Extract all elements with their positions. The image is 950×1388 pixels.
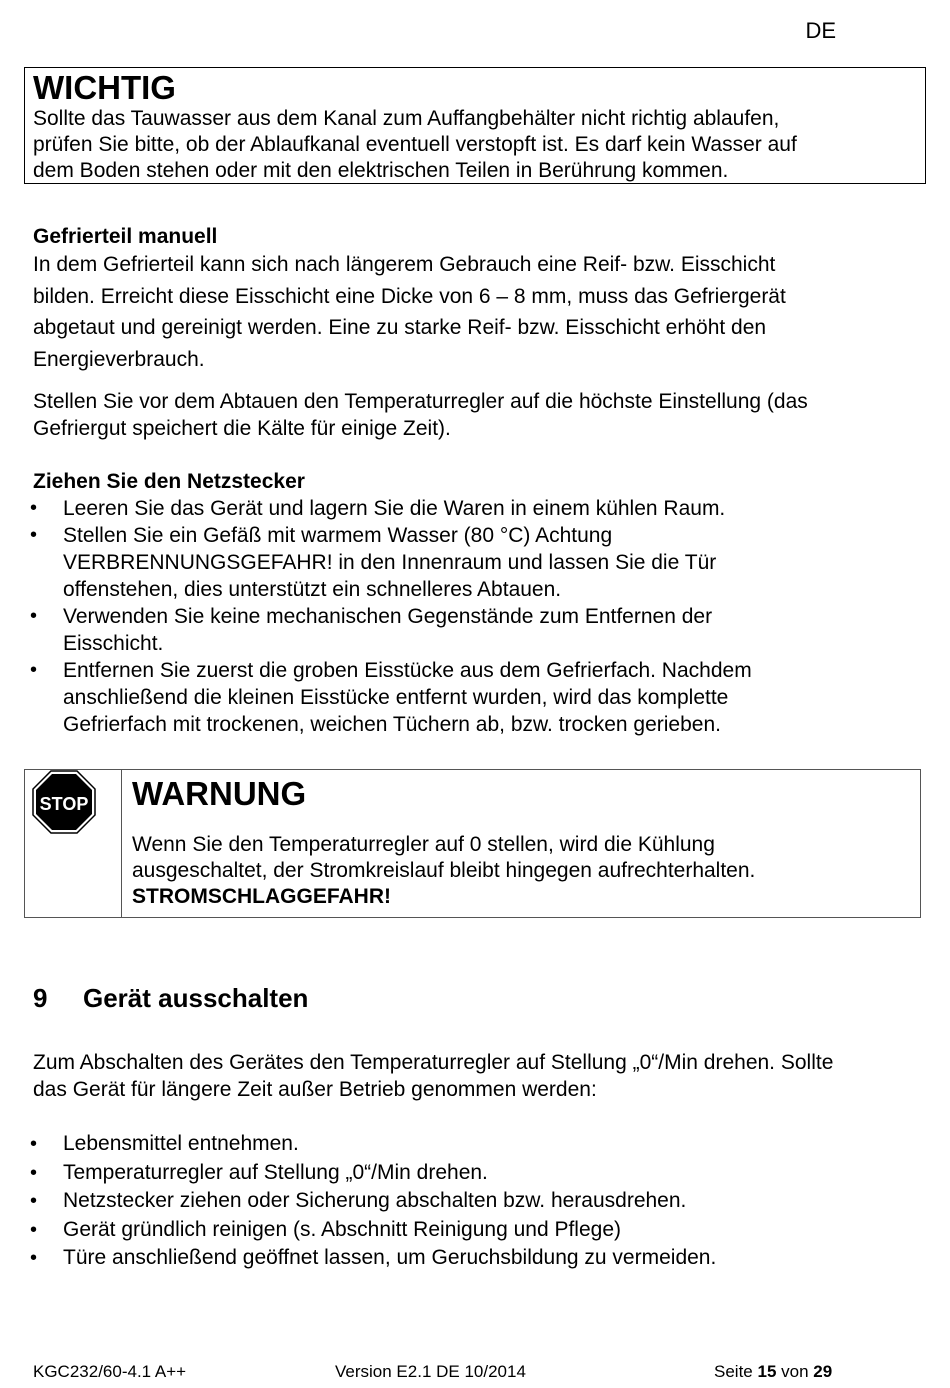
manual-line-1: In dem Gefrierteil kann sich nach längerem Gebrauch eine Reif- bzw. Eisschicht bbox=[33, 253, 776, 276]
footer-page-total: 29 bbox=[813, 1362, 833, 1381]
chapter-list bbox=[0, 1130, 923, 1273]
footer-version: Version E2.1 DE 10/2014 bbox=[335, 1362, 526, 1381]
manual-p2-line-2: Gefriergut speichert die Kälte für einige Zeit). bbox=[33, 416, 451, 440]
stop-label: STOP bbox=[39, 794, 89, 814]
warning-text-cell bbox=[122, 770, 920, 917]
chapter-list-wrap bbox=[33, 1130, 923, 1273]
manual-paragraph bbox=[33, 249, 923, 375]
unplug-heading: Ziehen Sie den Netzstecker bbox=[33, 470, 305, 493]
warning-title: WARNUNG bbox=[132, 775, 307, 812]
important-notice-box bbox=[24, 67, 926, 184]
stop-sign-icon bbox=[32, 770, 96, 834]
list-item: • Entfernen Sie zuerst die groben Eisstücke aus dem Gefrierfach. Nachdem anschließend die kleinen Eisstücke entfernt wurden, wird das komplette Gefrierfach mit trockenen, weichen Tüchern ab, bzw. trocken gerieben. bbox=[0, 657, 923, 738]
manual-p2-line-1: Stellen Sie vor dem Abtauen den Temperaturregler auf die höchste Einstellung (das bbox=[33, 390, 808, 413]
list-item: • Stellen Sie ein Gefäß mit warmem Wasser (80 °C) Achtung VERBRENNUNGSGEFAHR! in den Innenraum und lassen Sie die Tür offenstehen, dies unterstützt ein schnelleres Abtauen. bbox=[0, 522, 923, 603]
chapter-intro-line-1: Zum Abschalten des Gerätes den Temperaturregler auf Stellung „0“/Min drehen. Sollte bbox=[33, 1051, 834, 1074]
chapter-heading bbox=[33, 983, 308, 1014]
warning-line-2: ausgeschaltet, der Stromkreislauf bleibt hingegen aufrechterhalten. bbox=[132, 859, 756, 882]
warning-icon-cell bbox=[25, 770, 122, 917]
list-item: • Temperaturregler auf Stellung „0“/Min drehen. bbox=[0, 1159, 923, 1188]
language-code: DE bbox=[805, 18, 836, 43]
footer-page-prefix: Seite bbox=[714, 1362, 753, 1381]
warning-box bbox=[24, 769, 921, 918]
manual-line-3: abgetaut und gereinigt werden. Eine zu starke Reif- bzw. Eisschicht erhöht den bbox=[33, 316, 767, 339]
footer-page bbox=[714, 1362, 832, 1382]
manual-line-4: Energieverbrauch. bbox=[33, 347, 205, 371]
list-item: • Gerät gründlich reinigen (s. Abschnitt Reinigung und Pflege) bbox=[0, 1216, 923, 1245]
manual-paragraph-2 bbox=[33, 389, 923, 442]
footer-page-current: 15 bbox=[757, 1362, 777, 1381]
chapter-title: Gerät ausschalten bbox=[83, 983, 309, 1013]
manual-heading: Gefrierteil manuell bbox=[33, 225, 218, 248]
warning-emphasis: STROMSCHLAGGEFAHR! bbox=[132, 885, 391, 908]
important-title: WICHTIG bbox=[33, 69, 176, 106]
manual-defrost-section bbox=[33, 224, 923, 442]
chapter-number: 9 bbox=[33, 983, 48, 1013]
important-line-3: dem Boden stehen oder mit den elektrischen Teilen in Berührung kommen. bbox=[33, 159, 729, 182]
footer-model: KGC232/60-4.1 A++ bbox=[33, 1362, 187, 1381]
list-item: • Türe anschließend geöffnet lassen, um Geruchsbildung zu vermeiden. bbox=[0, 1244, 923, 1273]
important-line-2: prüfen Sie bitte, ob der Ablaufkanal eventuell verstopft ist. Es darf kein Wasser auf bbox=[33, 133, 797, 156]
unplug-list bbox=[0, 495, 923, 738]
list-item: • Verwenden Sie keine mechanischen Gegenstände zum Entfernen der Eisschicht. bbox=[0, 603, 923, 657]
unplug-section bbox=[33, 468, 923, 738]
warning-line-1: Wenn Sie den Temperaturregler auf 0 stellen, wird die Kühlung bbox=[132, 833, 715, 856]
warning-body bbox=[132, 832, 920, 910]
list-item: • Lebensmittel entnehmen. bbox=[0, 1130, 923, 1159]
manual-line-2: bilden. Erreicht diese Eisschicht eine Dicke von 6 – 8 mm, muss das Gefriergerät bbox=[33, 284, 786, 308]
footer-page-sep: von bbox=[781, 1362, 809, 1381]
chapter-intro bbox=[33, 1050, 923, 1103]
important-line-1: Sollte das Tauwasser aus dem Kanal zum Auffangbehälter nicht richtig ablaufen, bbox=[33, 107, 780, 130]
list-item: • Netzstecker ziehen oder Sicherung abschalten bzw. herausdrehen. bbox=[0, 1187, 923, 1216]
list-item: • Leeren Sie das Gerät und lagern Sie die Waren in einem kühlen Raum. bbox=[0, 495, 923, 522]
chapter-intro-line-2: das Gerät für längere Zeit außer Betrieb genommen werden: bbox=[33, 1077, 597, 1101]
